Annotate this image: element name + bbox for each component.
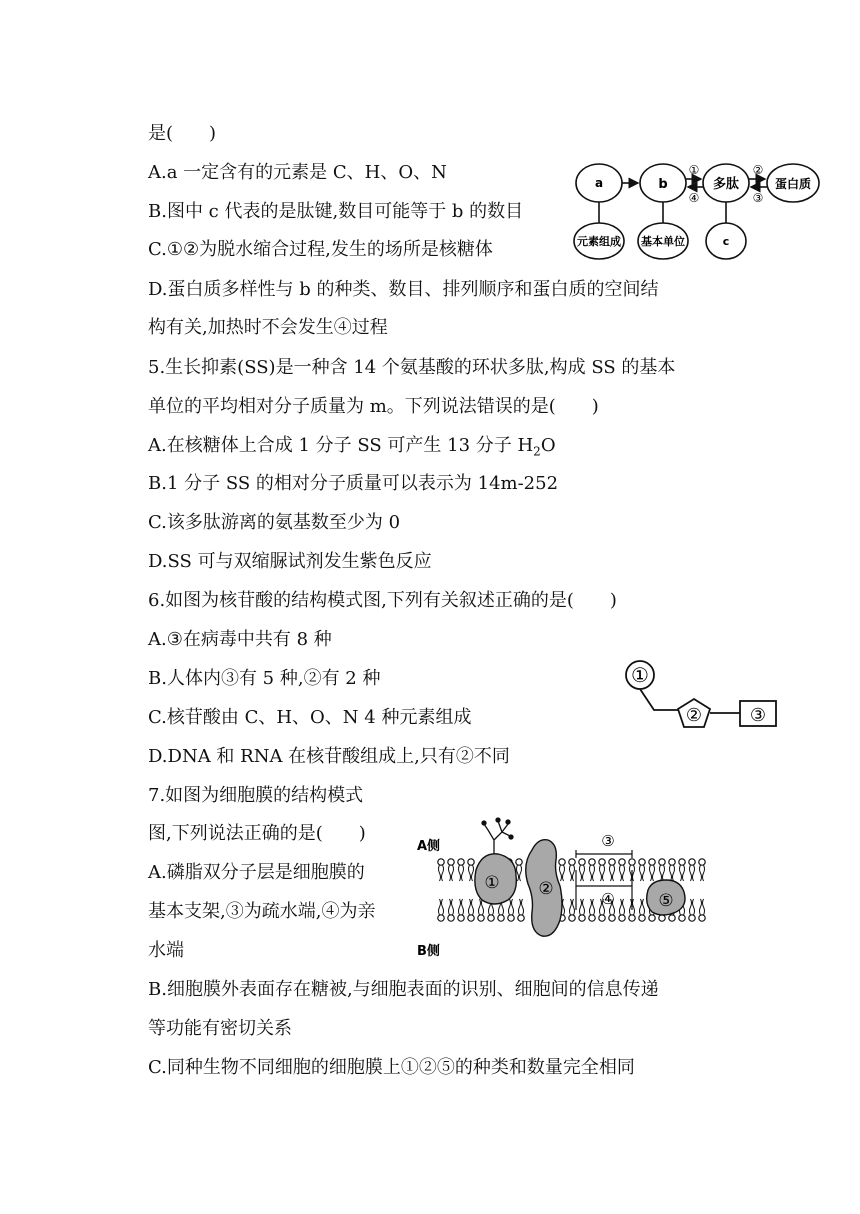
q4-option-a: A.a 一定含有的元素是 C、H、O、N: [148, 162, 447, 183]
membrane-label-4: ④: [601, 890, 615, 908]
node-a-label: a: [594, 176, 604, 190]
q6-option-b: B.人体内③有 5 种,②有 2 种: [148, 668, 381, 689]
side-b-label: B侧: [417, 944, 440, 959]
q7-option-a-line1: A.磷脂双分子层是细胞膜的: [148, 862, 365, 883]
arrow-label-4: ④: [688, 191, 700, 205]
label-1: ①: [631, 663, 649, 687]
q5-stem-line1: 5.生长抑素(SS)是一种含 14 个氨基酸的环状多肽,构成 SS 的基本: [148, 357, 676, 378]
arrow-label-1: ①: [688, 163, 700, 177]
q5-option-c: C.该多肽游离的氨基数至少为 0: [148, 512, 401, 533]
q7-option-c: C.同种生物不同细胞的细胞膜上①②⑤的种类和数量完全相同: [148, 1057, 635, 1078]
q6-option-a: A.③在病毒中共有 8 种: [148, 629, 332, 650]
q5-option-a: A.在核糖体上合成 1 分子 SS 可产生 13 分子 $H_2O$: [148, 435, 556, 459]
q4-stem-tail: 是( ): [148, 123, 217, 144]
q5-option-d: D.SS 可与双缩脲试剂发生紫色反应: [148, 551, 432, 572]
q7-stem-line2: 图,下列说法正确的是( ): [148, 823, 366, 844]
label-2: ②: [685, 705, 703, 726]
membrane-label-5: ⑤: [658, 891, 674, 911]
membrane-label-1: ①: [484, 873, 500, 893]
membrane-label-3: ③: [601, 832, 615, 850]
q6-stem: 6.如图为核苷酸的结构模式图,下列有关叙述正确的是( ): [148, 590, 617, 611]
q7-stem-line1: 7.如图为细胞膜的结构模式: [148, 785, 364, 806]
node-c-label: c: [722, 235, 730, 248]
protein-hierarchy-diagram: [570, 150, 820, 268]
node-unit-label: 基本单位: [641, 235, 685, 248]
q4-option-d-line2: 构有关,加热时不会发生④过程: [148, 317, 388, 338]
side-a-label: A侧: [417, 839, 441, 854]
q6-option-d: D.DNA 和 RNA 在核苷酸组成上,只有②不同: [148, 746, 510, 767]
q7-option-b-line2: 等功能有密切关系: [148, 1018, 292, 1039]
node-b-label: b: [658, 177, 668, 192]
q7-option-a-line2: 基本支架,③为疏水端,④为亲: [148, 901, 376, 922]
label-3: ③: [749, 705, 767, 726]
node-peptide-label: 多肽: [712, 177, 740, 192]
cell-membrane-diagram: [414, 810, 720, 962]
q5-stem-line2: 单位的平均相对分子质量为 m。下列说法错误的是( ): [148, 396, 599, 417]
arrow-label-3: ③: [752, 191, 764, 205]
q4-option-b: B.图中 c 代表的是肽键,数目可能等于 b 的数目: [148, 201, 524, 222]
q5-option-b: B.1 分子 SS 的相对分子质量可以表示为 14m-252: [148, 473, 559, 494]
q4-option-c: C.①②为脱水缩合过程,发生的场所是核糖体: [148, 239, 493, 260]
nucleotide-diagram: [620, 655, 780, 735]
q6-option-c: C.核苷酸由 C、H、O、N 4 种元素组成: [148, 707, 472, 728]
node-elements-label: 元素组成: [577, 235, 621, 248]
q7-option-a-line3: 水端: [148, 940, 184, 961]
arrow-label-2: ②: [752, 163, 764, 177]
q4-option-d-line1: D.蛋白质多样性与 b 的种类、数目、排列顺序和蛋白质的空间结: [148, 279, 659, 300]
q7-option-b-line1: B.细胞膜外表面存在糖被,与细胞表面的识别、细胞间的信息传递: [148, 979, 659, 1000]
node-protein-label: 蛋白质: [774, 177, 812, 191]
membrane-label-2: ②: [538, 879, 554, 899]
glycocalyx-chain: [482, 818, 513, 854]
